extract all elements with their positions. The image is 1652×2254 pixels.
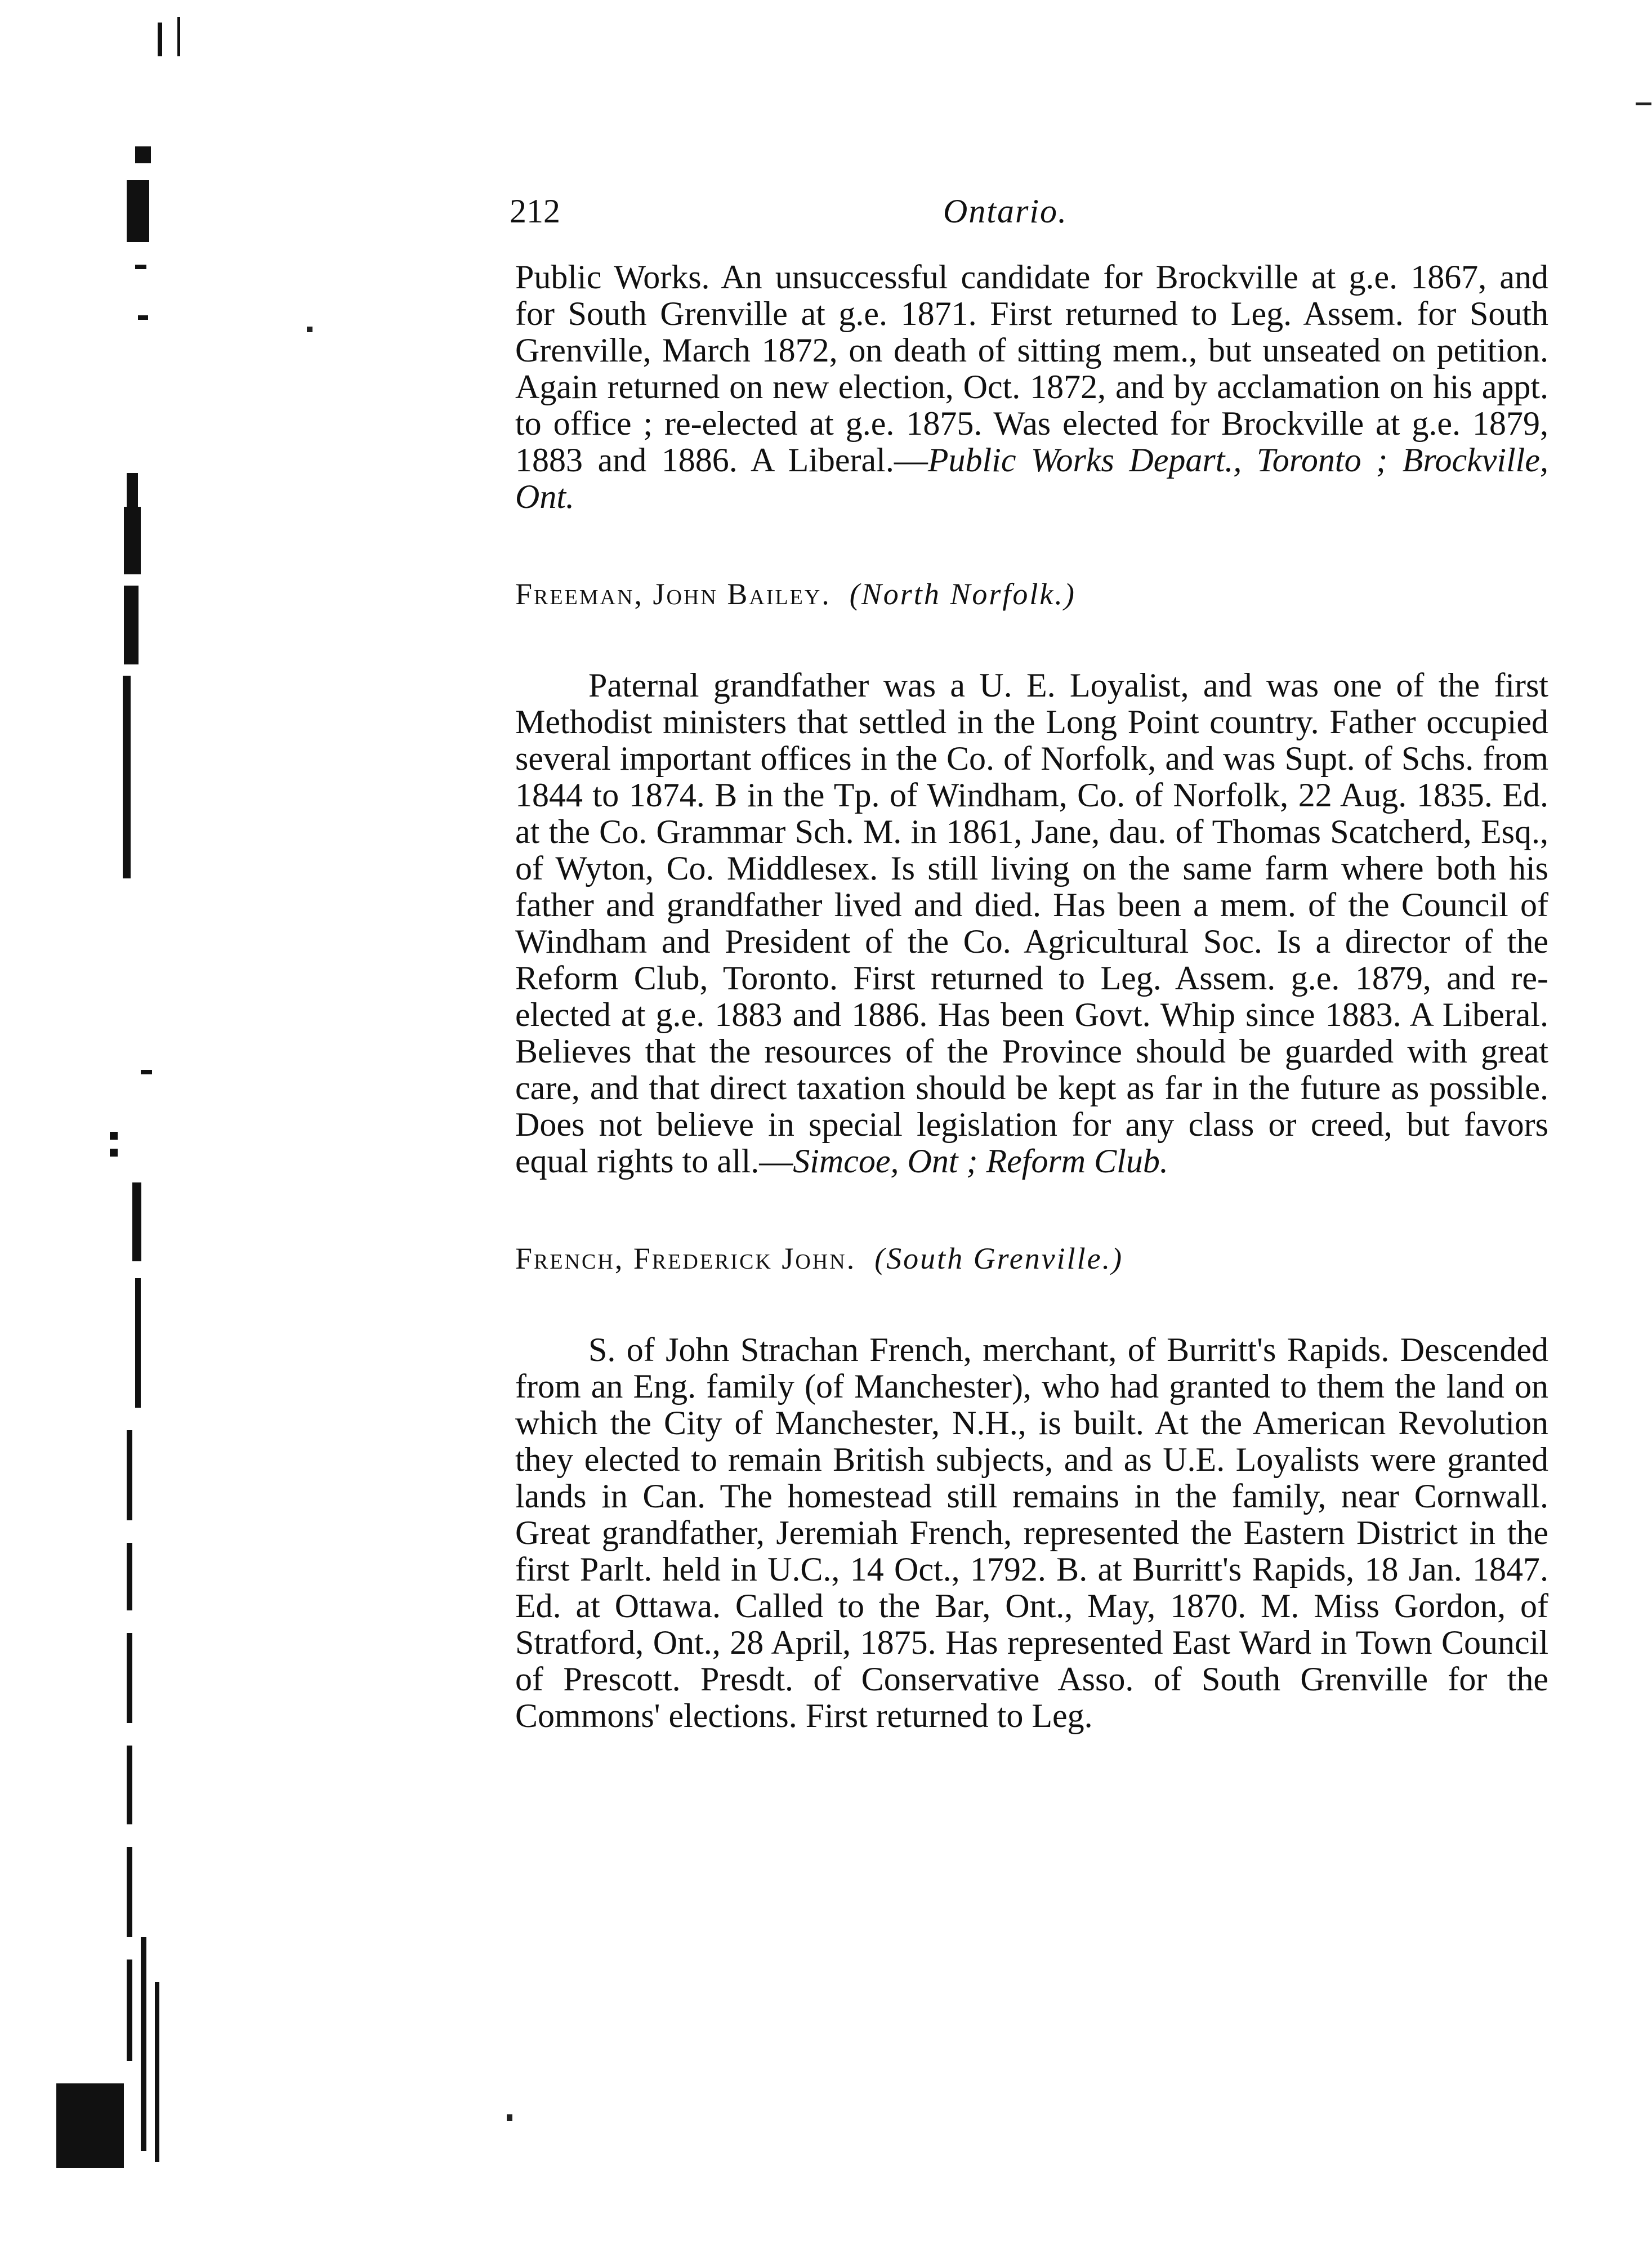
running-title: Ontario. <box>943 193 1068 230</box>
entry-body-french <box>515 1332 1548 1734</box>
continuation-paragraph <box>515 259 1548 515</box>
entry-refs: Simcoe, Ont ; Reform Club. <box>793 1142 1168 1180</box>
text-column <box>515 259 1548 1734</box>
entry-riding: (South Grenville.) <box>874 1242 1124 1275</box>
scan-speck <box>307 327 312 332</box>
entry-riding: (North Norfolk.) <box>849 577 1076 611</box>
continuation-refs: Public Works Depart., Toronto ; Brockville, Ont. <box>515 441 1548 515</box>
entry-body-freeman <box>515 667 1548 1180</box>
continuation-text: Public Works. An unsuccessful candidate for Brockville at g.e. 1867, and for South Grenville at g.e. 1871. First returned to Leg. Assem. for South Grenville, March 1872, on death of sitting mem., but unseated on petition. Again returned on new election, Oct. 1872, and by acclamation on his appt. to office ; re-elected at g.e. 1875. Was elected for Brockville at g.e. 1879, 1883 and 1886. A Liberal.— <box>515 258 1548 479</box>
entry-name: Freeman, John Bailey. <box>515 577 831 611</box>
scan-binding-edge <box>56 11 146 2185</box>
entry-heading-freeman <box>515 574 1548 614</box>
entry-text: S. of John Strachan French, merchant, of Burritt's Rapids. Descended from an Eng. family (of Manchester), who had granted to them the land on which the City of Manchester, N.H., is built. At the American Revolution they elected to remain British subjects, and as U.E. Loyalists were granted lands in Can. The homestead still remains in the family, near Cornwall. Great grandfather, Jeremiah French, represented the Eastern District in the first Parlt. held in U.C., 14 Oct., 1792. B. at Burritt's Rapids, 18 Jan. 1847. Ed. at Ottawa. Called to the Bar, Ont., May, 1870. M. Miss Gordon, of Stratford, Ont., 28 April, 1875. Has represented East Ward in Town Council of Prescott. Presdt. of Conservative Asso. of South Grenville for the Commons' elections. First returned to Leg. <box>515 1331 1548 1734</box>
page-number: 212 <box>510 193 560 230</box>
page-header <box>510 186 1546 236</box>
entry-name: French, Frederick John. <box>515 1242 856 1275</box>
scan-speck <box>1636 102 1651 105</box>
scan-speck <box>507 2114 512 2121</box>
entry-heading-french <box>515 1239 1548 1278</box>
entry-text: Paternal grandfather was a U. E. Loyalist, and was one of the first Methodist ministers that settled in the Long Point country. Father occupied several important offices in the Co. of Norfolk, and was Supt. of Schs. from 1844 to 1874. B in the Tp. of Windham, Co. of Norfolk, 22 Aug. 1835. Ed. at the Co. Grammar Sch. M. in 1861, Jane, dau. of Thomas Scatcherd, Esq., of Wyton, Co. Middlesex. Is still living on the same farm where both his father and grandfather lived and died. Has been a mem. of the Council of Windham and President of the Co. Agricultural Soc. Is a director of the Reform Club, Toronto. First returned to Leg. Assem. g.e. 1879, and re-elected at g.e. 1883 and 1886. Has been Govt. Whip since 1883. A Liberal. Believes that the resources of the Province should be guarded with great care, and that direct taxation should be kept as far in the future as possible. Does not believe in special legislation for any class or creed, but favors equal rights to all.— <box>515 667 1548 1180</box>
